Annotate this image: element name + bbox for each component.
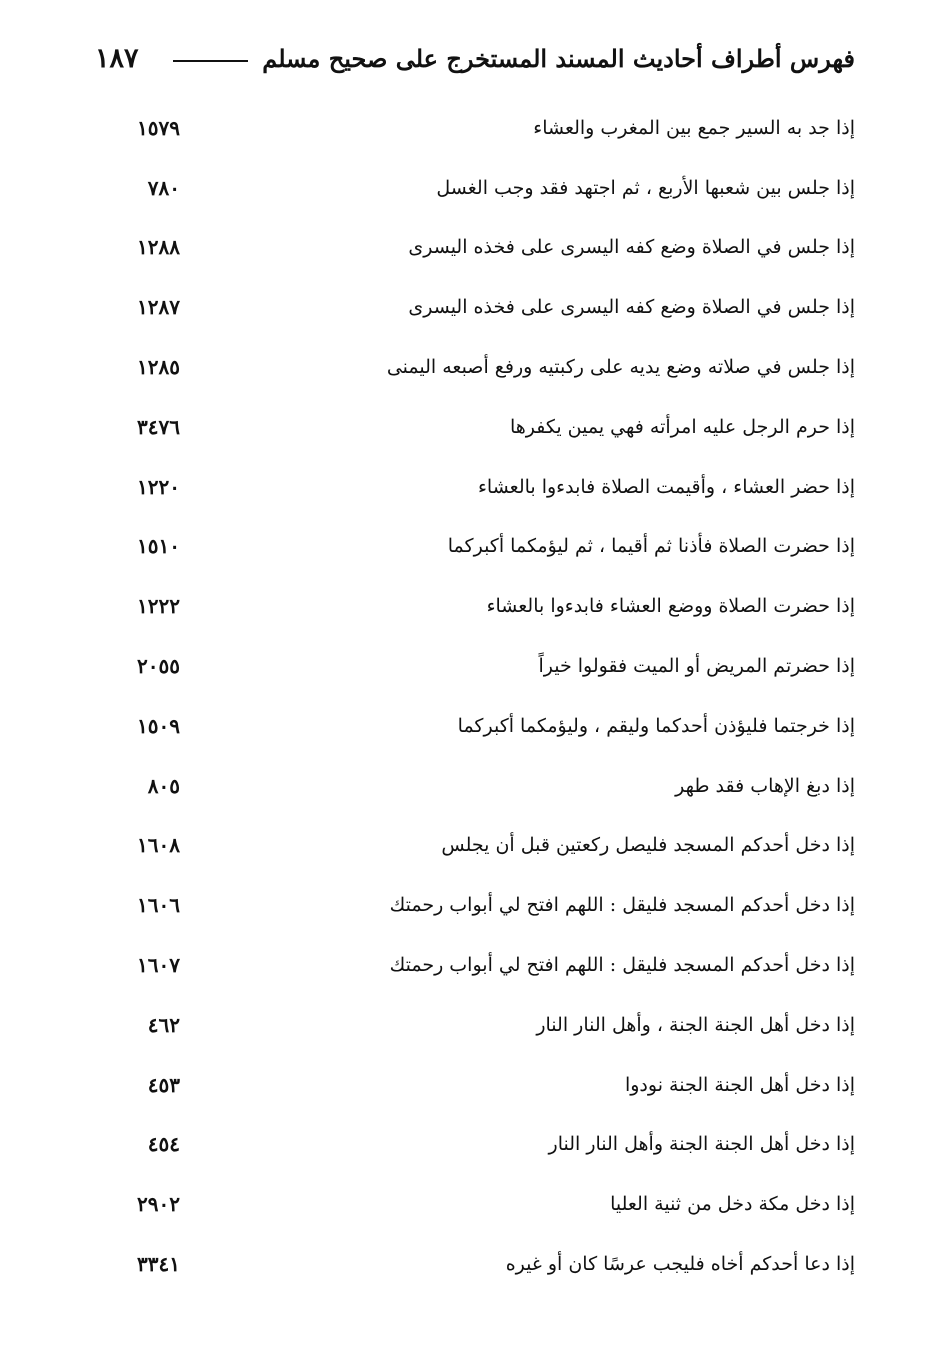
hadith-number: ٢٩٠٢ xyxy=(137,1192,180,1217)
hadith-incipit: إذا خرجتما فليؤذن أحدكما وليقم ، وليؤمكما أكبركما xyxy=(457,714,855,737)
index-entry xyxy=(100,756,855,816)
running-title: فهرس أطراف أحاديث المسند المستخرج على صحيح مسلم xyxy=(262,43,855,73)
hadith-number: ٢٠٥٥ xyxy=(137,654,180,679)
hadith-incipit: إذا دخل أحدكم المسجد فليصل ركعتين قبل أن يجلس xyxy=(441,834,855,857)
hadith-incipit: إذا جلس في صلاته وضع يديه على ركبتيه ورفع أصبعه اليمنى xyxy=(386,356,855,379)
hadith-number: ٣٤٧٦ xyxy=(137,414,180,439)
hadith-incipit: إذا دخل أهل الجنة الجنة وأهل النار النار xyxy=(548,1133,855,1156)
hadith-incipit: إذا جد به السير جمع بين المغرب والعشاء xyxy=(533,116,855,139)
index-entry xyxy=(100,158,855,218)
index-entry xyxy=(100,397,855,457)
index-entry xyxy=(100,995,855,1055)
index-entry xyxy=(100,636,855,696)
hadith-number: ١٦٠٨ xyxy=(137,833,180,858)
hadith-number: ١٥٠٩ xyxy=(137,713,180,738)
index-entry xyxy=(100,696,855,756)
index-entry xyxy=(100,1055,855,1115)
index-list xyxy=(100,98,855,1294)
hadith-incipit: إذا جلس بين شعبها الأربع ، ثم اجتهد فقد وجب الغسل xyxy=(436,176,855,199)
hadith-incipit: إذا حضرت الصلاة فأذنا ثم أقيما ، ثم ليؤمكما أكبركما xyxy=(447,535,855,558)
index-entry xyxy=(100,277,855,337)
hadith-number: ١٢٨٨ xyxy=(137,235,180,260)
hadith-number: ١٢٢٢ xyxy=(137,594,180,619)
index-entry xyxy=(100,875,855,935)
hadith-incipit: إذا جلس في الصلاة وضع كفه اليسرى على فخذه اليسرى xyxy=(408,236,855,259)
hadith-incipit: إذا حضرت الصلاة ووضع العشاء فابدءوا بالعشاء xyxy=(486,595,855,618)
index-entry xyxy=(100,1115,855,1175)
hadith-incipit: إذا دبغ الإهاب فقد طهر xyxy=(675,774,855,797)
hadith-number: ١٢٢٠ xyxy=(137,474,180,499)
hadith-incipit: إذا حضرتم المريض أو الميت فقولوا خيراً xyxy=(538,655,855,678)
hadith-incipit: إذا حرم الرجل عليه امرأته فهي يمين يكفرها xyxy=(509,415,855,438)
index-entry xyxy=(100,517,855,577)
index-entry xyxy=(100,1174,855,1234)
hadith-incipit: إذا جلس في الصلاة وضع كفه اليسرى على فخذه اليسرى xyxy=(408,296,855,319)
hadith-incipit: إذا حضر العشاء ، وأقيمت الصلاة فابدءوا بالعشاء xyxy=(477,475,855,498)
hadith-number: ١٥٧٩ xyxy=(137,115,180,140)
index-entry xyxy=(100,457,855,517)
hadith-number: ٧٨٠ xyxy=(147,175,180,200)
index-entry xyxy=(100,935,855,995)
hadith-incipit: إذا دعا أحدكم أخاه فليجب عرسًا كان أو غيره xyxy=(505,1253,855,1276)
hadith-number: ٤٥٣ xyxy=(147,1072,180,1097)
hadith-number: ٤٦٢ xyxy=(147,1012,180,1037)
hadith-number: ١٦٠٦ xyxy=(137,893,180,918)
index-entry xyxy=(100,98,855,158)
index-entry xyxy=(100,337,855,397)
hadith-incipit: إذا دخل أهل الجنة الجنة نودوا xyxy=(624,1073,855,1096)
hadith-incipit: إذا دخل أهل الجنة الجنة ، وأهل النار النار xyxy=(536,1013,855,1036)
index-entry xyxy=(100,816,855,876)
hadith-number: ٣٣٤١ xyxy=(137,1252,180,1277)
page-number: ١٨٧ xyxy=(95,42,139,74)
hadith-number: ١٥١٠ xyxy=(137,534,180,559)
index-entry xyxy=(100,218,855,278)
index-entry xyxy=(100,576,855,636)
page-header xyxy=(95,36,855,80)
hadith-number: ٨٠٥ xyxy=(147,773,180,798)
hadith-number: ١٢٨٥ xyxy=(137,355,180,380)
hadith-number: ١٦٠٧ xyxy=(137,953,180,978)
hadith-incipit: إذا دخل مكة دخل من ثنية العليا xyxy=(610,1193,855,1216)
hadith-incipit: إذا دخل أحدكم المسجد فليقل : اللهم افتح لي أبواب رحمتك xyxy=(389,954,855,977)
hadith-number: ١٢٨٧ xyxy=(137,295,180,320)
hadith-incipit: إذا دخل أحدكم المسجد فليقل : اللهم افتح لي أبواب رحمتك xyxy=(389,894,855,917)
hadith-number: ٤٥٤ xyxy=(147,1132,180,1157)
index-entry xyxy=(100,1234,855,1294)
header-rule xyxy=(173,60,248,62)
